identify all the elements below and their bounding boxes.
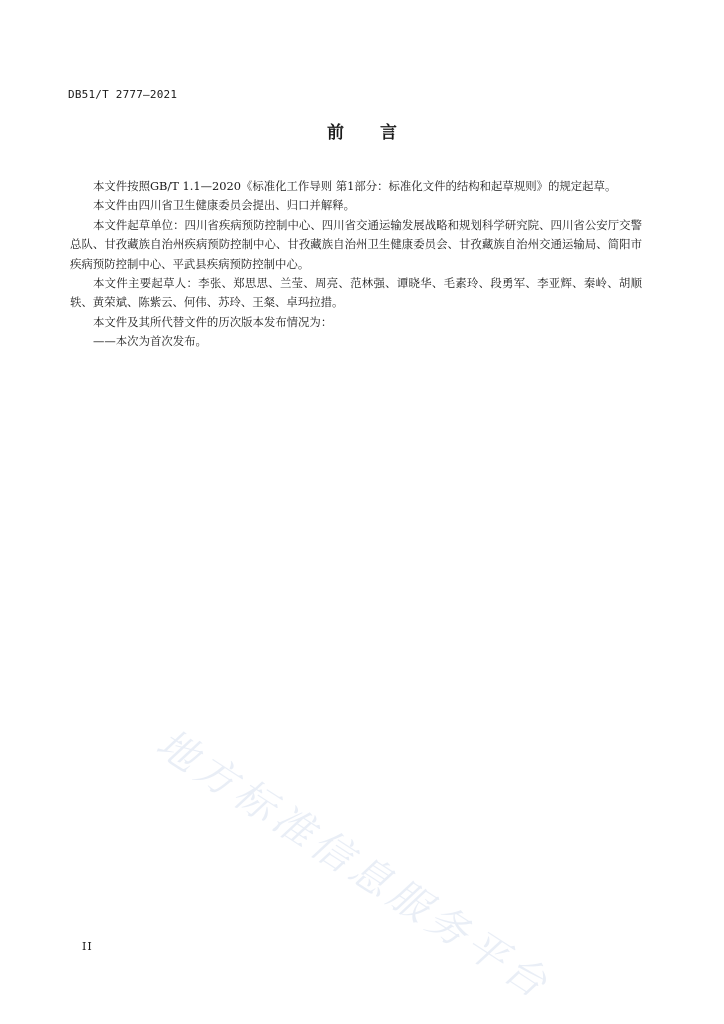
paragraph-version-history: 本文件及其所代替文件的历次版本发布情况为： [93,314,333,329]
paragraph-drafting-basis: 本文件按照GB/T 1.1—2020《标准化工作导则 第1部分：标准化文件的结构和起草规则》的规定起草。 [93,179,617,193]
standard-code: DB51/T 2777—2021 [68,88,178,101]
foreword-body [70,177,642,352]
paragraph-first-release: ——本次为首次发布。 [93,334,207,349]
title-char-2: 言 [380,123,397,143]
page-title [0,118,724,143]
paragraph-drafting-units: 本文件起草单位：四川省疾病预防控制中心、四川省交通运输发展战略和规划科学研究院、四川省公安厅交警总队、甘孜藏族自治州疾病预防控制中心、甘孜藏族自治州卫生健康委员会、甘孜藏族自治州交通运输局、简阳市疾病预防控制中心、平武县疾病预防控制中心。 [70,217,642,271]
watermark: 地方标准信息服务平台 [148,720,559,1010]
page-number: II [82,940,93,953]
paragraph-drafters: 本文件主要起草人：李张、郑思思、兰莹、周亮、范林强、谭晓华、毛素玲、段勇军、李亚辉、秦岭、胡顺轶、黄荣斌、陈紫云、何伟、苏玲、王粲、卓玛拉措。 [70,276,642,310]
paragraph-proposer: 本文件由四川省卫生健康委员会提出、归口并解释。 [93,198,355,213]
title-char-1: 前 [327,123,344,143]
